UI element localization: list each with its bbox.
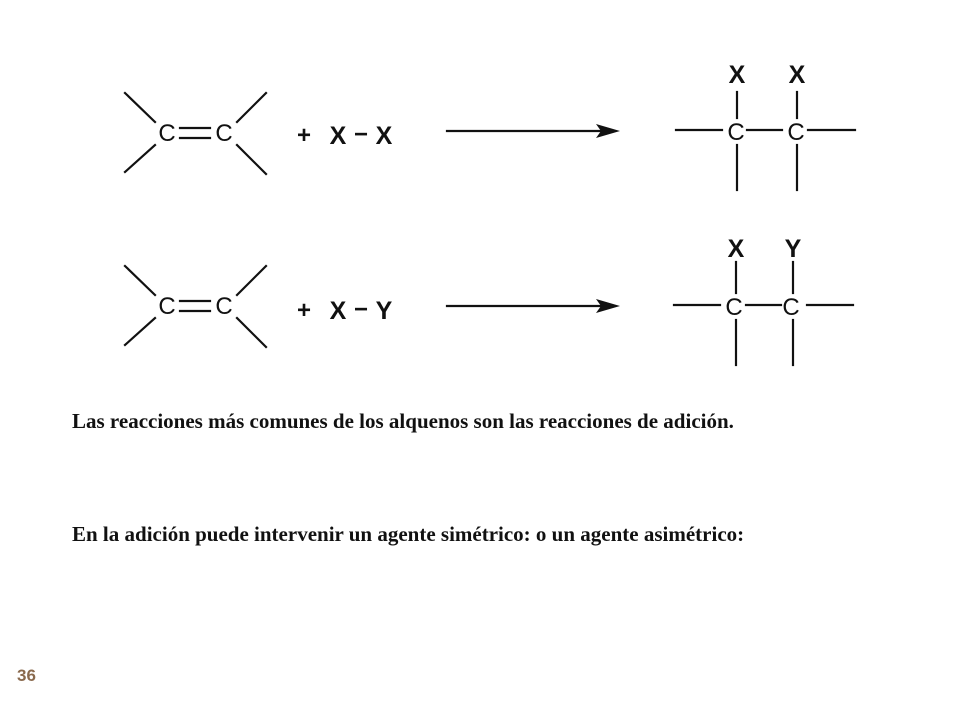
r1-alkene-bond-lower-left <box>125 145 155 172</box>
r1-product-carbon-right: C <box>787 119 805 146</box>
r1-product-carbon-left: C <box>727 119 745 146</box>
r1-alkene-bond-lower-right <box>237 145 266 174</box>
r2-reagent-left: X <box>329 297 347 325</box>
r2-alkene-bond-upper-right <box>237 266 266 295</box>
r1-reactant-carbon-left: C <box>158 120 176 147</box>
r1-reagent-left: X <box>329 122 347 150</box>
r1-product-substituent-left: X <box>728 61 746 89</box>
r2-reagent-bond: − <box>353 296 369 323</box>
paragraph-agent-types: En la adición puede intervenir un agente simétrico: o un agente asimétrico: <box>72 522 745 546</box>
page-number: 36 <box>17 666 36 685</box>
r1-alkene-bond-upper-left <box>125 93 155 122</box>
r2-reactant-carbon-left: C <box>158 293 176 320</box>
r1-alkene-bond-upper-right <box>237 93 266 122</box>
paragraph-addition-reactions: Las reacciones más comunes de los alquenos son las reacciones de adición. <box>72 409 734 433</box>
r2-product-substituent-left: X <box>727 235 745 263</box>
r2-plus-sign: + <box>296 297 312 324</box>
r2-alkene-bond-lower-left <box>125 318 155 345</box>
r2-alkene-bond-upper-left <box>125 266 155 295</box>
r1-product-substituent-right: X <box>788 61 806 89</box>
r1-reagent-bond: − <box>353 121 369 148</box>
r1-reactant-carbon-right: C <box>215 120 233 147</box>
r1-reagent-right: X <box>375 122 393 150</box>
r2-alkene-bond-lower-right <box>237 318 266 347</box>
r2-product-substituent-right: Y <box>784 235 802 263</box>
r2-reactant-carbon-right: C <box>215 293 233 320</box>
r1-plus-sign: + <box>296 122 312 149</box>
r2-product-carbon-left: C <box>725 294 743 321</box>
r2-reagent-right: Y <box>375 297 393 325</box>
r2-product-carbon-right: C <box>782 294 800 321</box>
